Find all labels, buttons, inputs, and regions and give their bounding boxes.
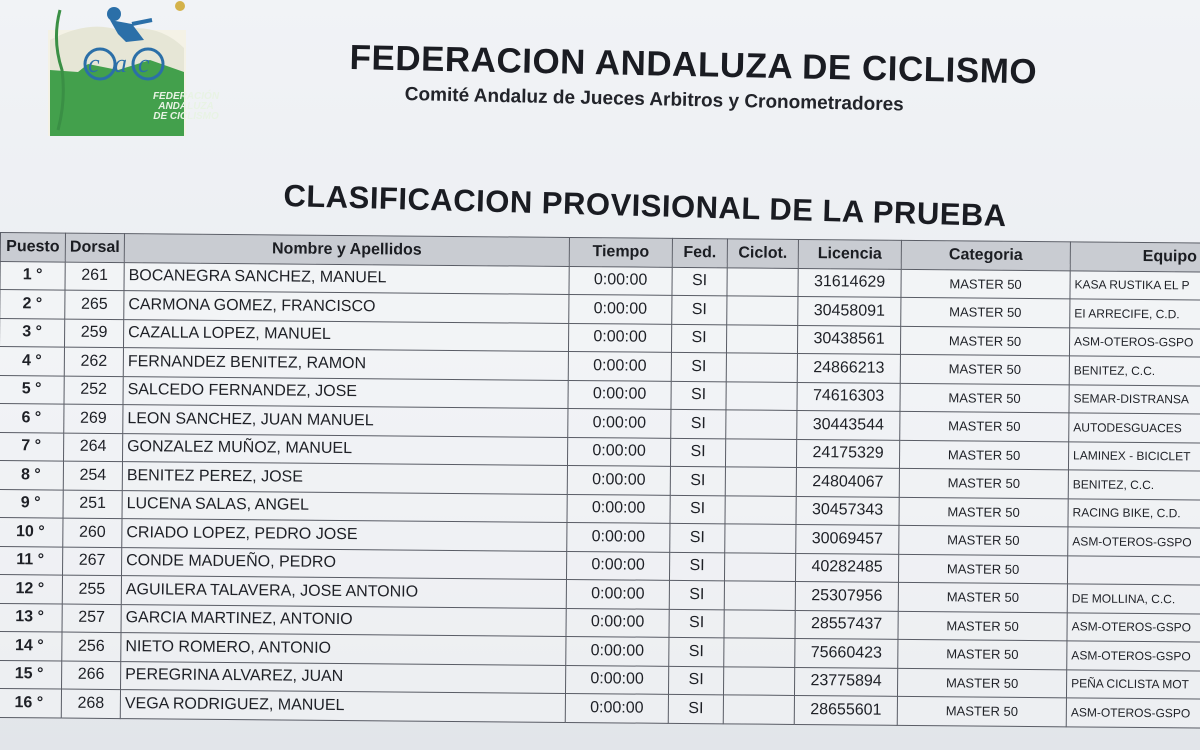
cell-puesto: 16 ° [0,688,62,717]
cell-ciclot [723,666,794,695]
header-nombre: Nombre y Apellidos [124,234,569,266]
cell-dorsal: 252 [64,376,123,405]
cell-licencia: 40282485 [795,553,898,582]
document-title: CLASIFICACION PROVISIONAL DE LA PRUEBA [283,178,1008,234]
cell-equipo: AUTODESGUACES [1069,413,1200,443]
cell-dorsal: 251 [63,490,122,519]
cell-puesto: 10 ° [0,517,63,546]
cell-tiempo: 0:00:00 [566,579,669,608]
cell-dorsal: 269 [64,404,123,433]
cell-equipo: KASA RUSTIKA EL P [1070,270,1200,300]
cell-puesto: 9 ° [0,489,63,518]
cell-ciclot [724,581,795,610]
cell-licencia: 30443544 [797,410,900,439]
cell-fed: SI [671,352,726,381]
cell-tiempo: 0:00:00 [566,636,669,665]
cell-puesto: 5 ° [0,375,64,404]
cell-licencia: 24866213 [797,353,900,382]
cell-tiempo: 0:00:00 [566,551,669,580]
cell-licencia: 24175329 [796,439,899,468]
cell-fed: SI [671,324,726,353]
cell-equipo: PEÑA CICLISTA MOT [1066,669,1200,699]
classification-table [0,232,1200,729]
cell-categoria: MASTER 50 [897,696,1066,726]
cell-categoria: MASTER 50 [901,297,1070,327]
cell-puesto: 12 ° [0,574,63,603]
cell-fed: SI [669,552,724,581]
header-categoria: Categoria [901,240,1070,270]
cell-ciclot [725,467,796,496]
cell-categoria: MASTER 50 [900,411,1069,441]
cell-tiempo: 0:00:00 [566,608,669,637]
svg-text:c: c [138,49,150,78]
cell-dorsal: 260 [63,518,122,547]
cell-ciclot [725,438,796,467]
header-dorsal: Dorsal [65,233,124,262]
cell-tiempo: 0:00:00 [565,693,668,722]
cell-dorsal: 257 [62,604,121,633]
cell-fed: SI [668,694,723,723]
header-ciclot: Ciclot. [727,239,798,268]
cell-nombre: PEREGRINA ALVAREZ, JUAN [121,661,566,693]
cell-categoria: MASTER 50 [899,468,1068,498]
cell-fed: SI [671,381,726,410]
cell-fed: SI [670,438,725,467]
cell-nombre: BENITEZ PEREZ, JOSE [122,462,567,494]
federation-logo [48,0,220,138]
cell-puesto: 1 ° [0,261,65,290]
cell-nombre: NIETO ROMERO, ANTONIO [121,633,566,665]
cell-categoria: MASTER 50 [899,525,1068,555]
cell-licencia: 30438561 [797,325,900,354]
cell-puesto: 3 ° [0,318,65,347]
cell-fed: SI [670,466,725,495]
cell-nombre: GARCIA MARTINEZ, ANTONIO [121,604,566,636]
cell-categoria: MASTER 50 [898,554,1067,584]
cell-fed: SI [669,580,724,609]
cell-categoria: MASTER 50 [897,668,1066,698]
cell-tiempo: 0:00:00 [568,323,671,352]
cell-ciclot [724,609,795,638]
cell-tiempo: 0:00:00 [569,294,672,323]
header-puesto: Puesto [0,233,65,262]
logo-text [134,92,238,122]
committee-subtitle: Comité Andaluz de Jueces Arbitros y Cronometradores [404,84,904,116]
cell-categoria: MASTER 50 [900,326,1069,356]
cell-equipo: BENITEZ, C.C. [1068,470,1200,500]
cell-dorsal: 265 [65,290,124,319]
cell-dorsal: 255 [62,575,121,604]
cell-nombre: CONDE MADUEÑO, PEDRO [122,547,567,579]
cell-equipo: BENITEZ, C.C. [1069,356,1200,386]
cell-nombre: CARMONA GOMEZ, FRANCISCO [124,291,569,323]
cell-equipo: ASM-OTEROS-GSPO [1066,698,1200,728]
cell-ciclot [724,638,795,667]
cell-licencia: 30458091 [798,296,901,325]
cell-fed: SI [672,295,727,324]
cell-nombre: AGUILERA TALAVERA, JOSE ANTONIO [121,576,566,608]
cell-fed: SI [671,409,726,438]
cell-licencia: 30069457 [796,524,899,553]
cell-fed: SI [669,637,724,666]
cell-puesto: 8 ° [0,460,64,489]
cell-tiempo: 0:00:00 [567,494,670,523]
cell-nombre: CRIADO LOPEZ, PEDRO JOSE [122,519,567,551]
cell-tiempo: 0:00:00 [568,380,671,409]
cell-puesto: 4 ° [0,347,64,376]
cell-fed: SI [672,267,727,296]
cell-puesto: 2 ° [0,290,65,319]
cell-equipo: SEMAR-DISTRANSA [1069,384,1200,414]
cell-tiempo: 0:00:00 [569,266,672,295]
cell-categoria: MASTER 50 [901,269,1070,299]
cell-nombre: VEGA RODRIGUEZ, MANUEL [120,690,565,722]
cell-equipo: ASM-OTEROS-GSPO [1068,527,1200,557]
cell-licencia: 31614629 [798,268,901,297]
cell-categoria: MASTER 50 [899,497,1068,527]
cell-licencia: 74616303 [797,382,900,411]
cell-dorsal: 264 [64,433,123,462]
cell-tiempo: 0:00:00 [568,351,671,380]
header-licencia: Licencia [798,239,901,268]
cell-dorsal: 262 [64,347,123,376]
cell-equipo: EI ARRECIFE, C.D. [1070,299,1200,329]
federation-title: FEDERACION ANDALUZA DE CICLISMO [349,38,1038,92]
cell-ciclot [727,296,798,325]
cell-nombre: LUCENA SALAS, ANGEL [122,490,567,522]
cell-puesto: 14 ° [0,631,62,660]
cell-tiempo: 0:00:00 [567,465,670,494]
cell-dorsal: 259 [64,319,123,348]
cell-licencia: 28557437 [795,610,898,639]
cell-equipo: ASM-OTEROS-GSPO [1069,327,1200,357]
cell-puesto: 13 ° [0,603,62,632]
cell-nombre: LEON SANCHEZ, JUAN MANUEL [123,405,568,437]
cell-tiempo: 0:00:00 [565,665,668,694]
cell-categoria: MASTER 50 [900,354,1069,384]
cell-equipo: LAMINEX - BICICLET [1068,441,1200,471]
cell-categoria: MASTER 50 [898,611,1067,641]
cell-puesto: 7 ° [0,432,64,461]
cell-categoria: MASTER 50 [900,383,1069,413]
cell-equipo [1067,555,1200,585]
cell-fed: SI [670,495,725,524]
cell-dorsal: 267 [63,547,122,576]
cell-dorsal: 268 [61,689,120,718]
cell-ciclot [726,410,797,439]
cell-equipo: ASM-OTEROS-GSPO [1067,641,1200,671]
header-equipo: Equipo [1070,242,1200,272]
cell-dorsal: 256 [62,632,121,661]
cell-fed: SI [670,523,725,552]
cell-tiempo: 0:00:00 [567,522,670,551]
cell-licencia: 25307956 [795,581,898,610]
logo-text-line: FEDERACIÓN [152,91,220,102]
cell-ciclot [726,381,797,410]
cell-fed: SI [668,666,723,695]
cell-nombre: BOCANEGRA SANCHEZ, MANUEL [124,262,569,294]
cell-licencia: 24804067 [796,467,899,496]
cell-equipo: DE MOLLINA, C.C. [1067,584,1200,614]
cell-ciclot [726,324,797,353]
cell-nombre: SALCEDO FERNANDEZ, JOSE [123,376,568,408]
cell-categoria: MASTER 50 [899,440,1068,470]
cell-dorsal: 266 [62,661,121,690]
cell-ciclot [725,524,796,553]
cell-categoria: MASTER 50 [898,639,1067,669]
cell-licencia: 28655601 [794,695,897,724]
cell-categoria: MASTER 50 [898,582,1067,612]
table-body [0,261,1200,728]
cell-nombre: CAZALLA LOPEZ, MANUEL [123,319,568,351]
cell-licencia: 23775894 [794,667,897,696]
classification-table-wrapper [0,232,1200,728]
cell-dorsal: 254 [63,461,122,490]
cell-ciclot [725,495,796,524]
cell-dorsal: 261 [65,262,124,291]
cell-licencia: 30457343 [796,496,899,525]
logo-text-line: ANDALUZA [158,101,214,112]
header-fed: Fed. [672,238,727,267]
cell-ciclot [727,267,798,296]
cell-fed: SI [669,609,724,638]
cell-ciclot [723,695,794,724]
cell-nombre: FERNANDEZ BENITEZ, RAMON [123,348,568,380]
cell-ciclot [724,552,795,581]
header-tiempo: Tiempo [569,237,672,266]
cell-ciclot [726,353,797,382]
svg-text:a: a [114,49,127,78]
cell-equipo: RACING BIKE, C.D. [1068,498,1200,528]
cell-puesto: 11 ° [0,546,63,575]
cell-tiempo: 0:00:00 [567,437,670,466]
cell-equipo: ASM-OTEROS-GSPO [1067,612,1200,642]
logo-text-line: DE CICLISMO [153,111,219,122]
svg-text:c: c [88,49,100,78]
cell-puesto: 6 ° [0,403,64,432]
cell-nombre: GONZALEZ MUÑOZ, MANUEL [123,433,568,465]
cell-tiempo: 0:00:00 [568,408,671,437]
cell-puesto: 15 ° [0,660,62,689]
cell-licencia: 75660423 [795,638,898,667]
